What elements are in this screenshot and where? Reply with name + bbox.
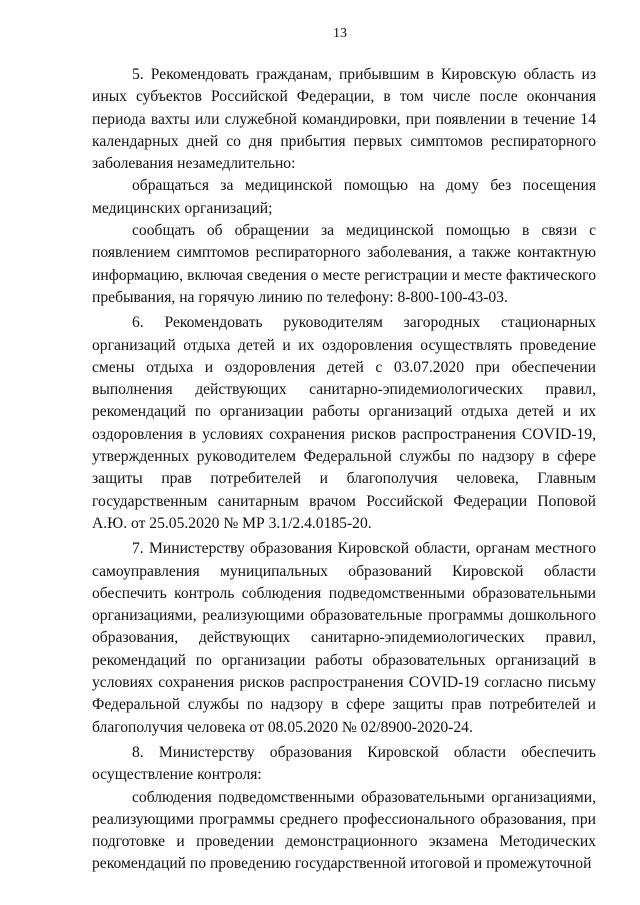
paragraph-7: 7. Министерству образования Кировской области, органам местного самоуправления муниципальных образований Кировской области обеспечить контроль соблюдения подведомственными образовательными организациями, реализующими образовательные программы дошкольного образования, действующих санитарно-эпидемиологических правил, рекомендаций по организации работы образовательных организаций в условиях сохранения рисков распространения COVID-19 согласно письму Федеральной службы по надзору в сфере защиты прав потребителей и благополучия человека от 08.05.2020 № 02/8900-2020-24. bbox=[92, 540, 596, 736]
document-body bbox=[92, 64, 596, 876]
paragraph-8-item-1: соблюдения подведомственными образовательными организациями, реализующими программы среднего профессионального образования, при подготовке и проведении демонстрационного экзамена Методических рекомендаций по проведению государственной итоговой и промежуточной bbox=[92, 788, 596, 873]
paragraph-8: 8. Министерству образования Кировской области обеспечить осуществление контроля: bbox=[92, 743, 596, 784]
paragraph-5-item-1: обращаться за медицинской помощью на дому без посещения медицинских организаций; bbox=[92, 177, 596, 217]
paragraph-5-item-2: сообщать об обращении за медицинской помощью в связи с появлением симптомов респираторного заболевания, а также контактную информацию, включая сведения о месте регистрации и месте фактического пребывания, на горячую линию по телефону: 8-800-100-43-03. bbox=[92, 222, 596, 306]
paragraph-6: 6. Рекомендовать руководителям загородных стационарных организаций отдыха детей и их оздоровления осуществлять проведение смены отдыха и оздоровления детей с 03.07.2020 при обеспечении выполнения действующих санитарно-эпидемиологических правил, рекомендаций по организации работы организаций отдыха детей и их оздоровления в условиях сохранения рисков распространения COVID-19, утвержденных руководителем Федеральной службы по надзору в сфере защиты прав потребителей и благополучия человека, Главным государственным санитарным врачом Российской Федерации Поповой А.Ю. от 25.05.2020 № МР 3.1/2.4.0185-20. bbox=[92, 314, 596, 532]
page-number: 13 bbox=[333, 26, 347, 41]
paragraph-5: 5. Рекомендовать гражданам, прибывшим в Кировскую область из иных субъектов Российской Федерации, в том числе после окончания периода вахты или служебной командировки, при появлении в течение 14 календарных дней со дня прибытия первых симптомов респираторного заболевания незамедлительно: bbox=[92, 66, 596, 173]
